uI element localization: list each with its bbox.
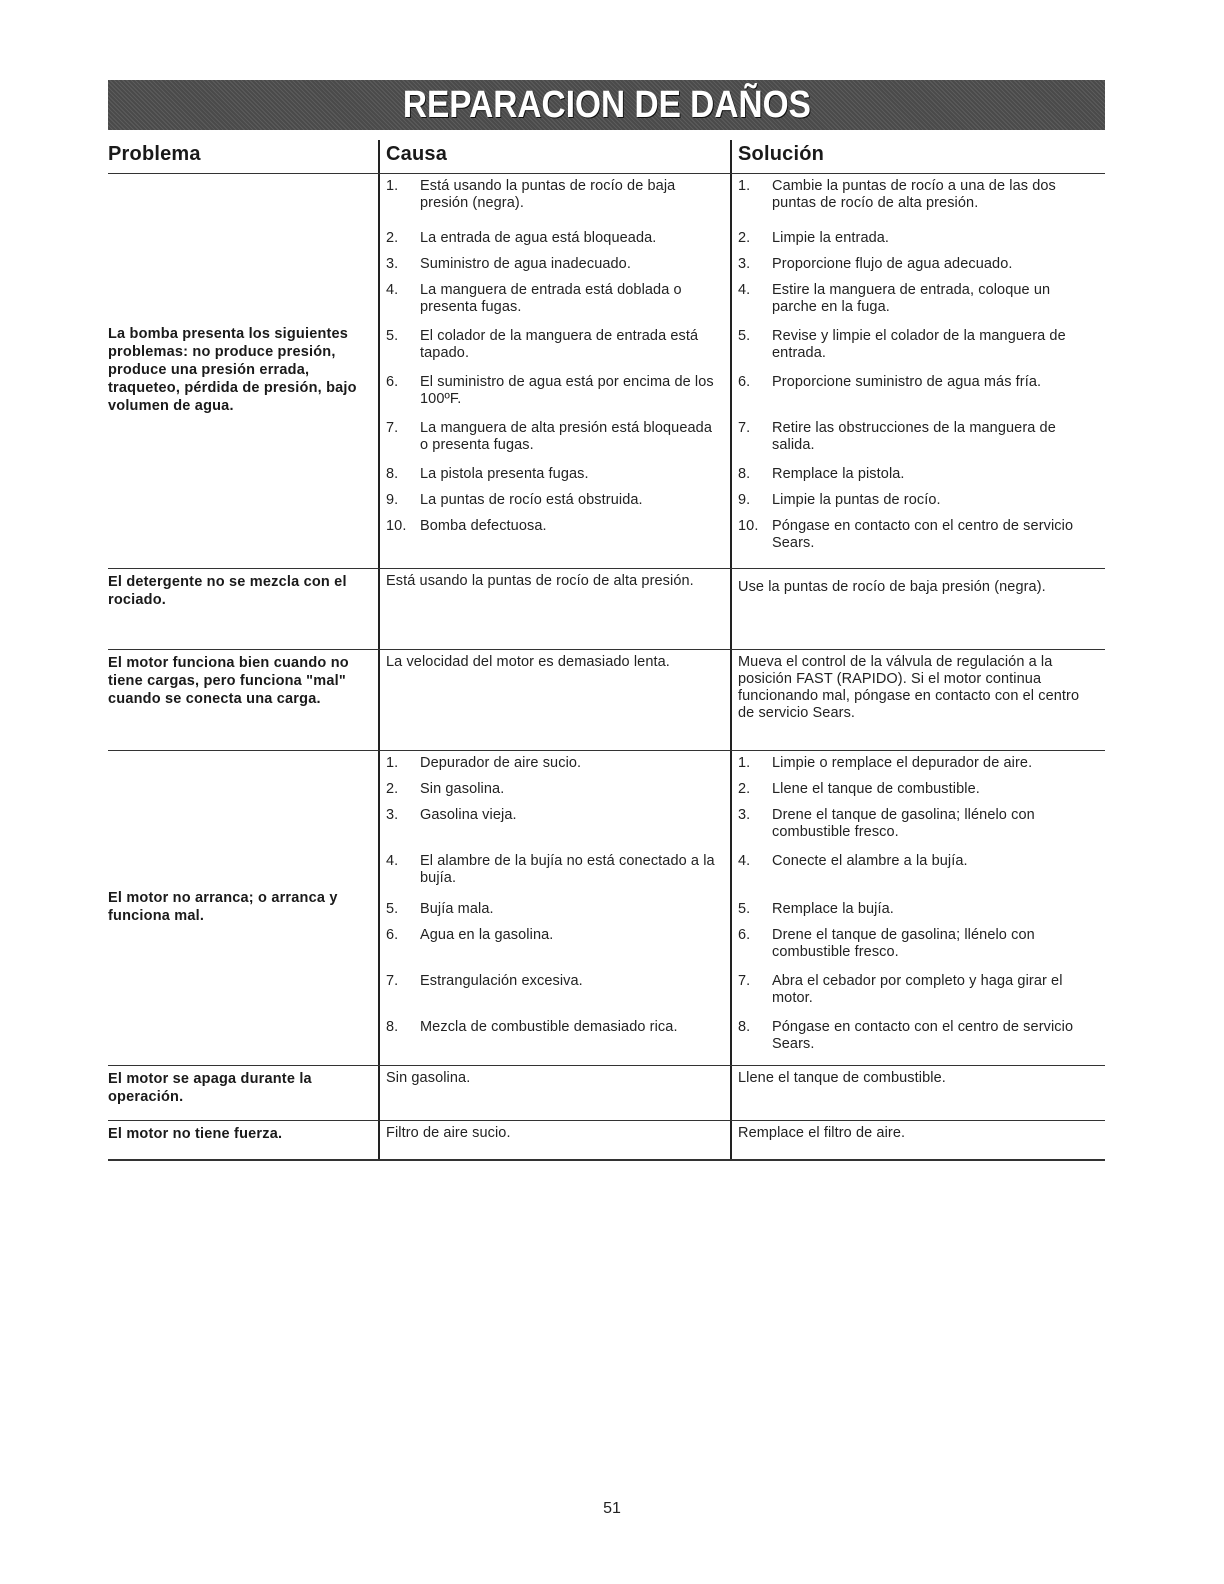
- problem-text: El motor funciona bien cuando no tiene cargas, pero funciona "mal" cuando se conecta una carga.: [108, 655, 349, 707]
- table-row: [108, 649, 1105, 750]
- list-item: 9. Limpie la puntas de rocío.: [738, 492, 941, 508]
- header-solution: Solución: [730, 140, 1105, 173]
- list-item: 8. Mezcla de combustible demasiado rica.: [386, 1019, 678, 1035]
- list-item: 8. Remplace la pistola.: [738, 466, 905, 482]
- table-row: [108, 750, 1105, 1065]
- cause-cell: La velocidad del motor es demasiado lenta.: [378, 650, 730, 750]
- cause-cell: Sin gasolina.: [378, 1066, 730, 1120]
- problem-cell: [108, 650, 378, 750]
- problem-text: El motor no arranca; o arranca y funciona mal.: [108, 890, 338, 924]
- troubleshooting-table: [108, 140, 1105, 1161]
- list-item: 2. La entrada de agua está bloqueada.: [386, 230, 657, 246]
- list-item: 6. Drene el tanque de gasolina; llénelo con combustible fresco.: [738, 927, 1035, 960]
- page-title: REPARACION DE DAÑOS: [402, 84, 811, 126]
- table-row: [108, 1120, 1105, 1159]
- list-item: 5. El colador de la manguera de entrada está tapado.: [386, 328, 699, 361]
- list-item: 7. Abra el cebador por completo y haga girar el motor.: [738, 973, 1063, 1006]
- list-item: 7. Retire las obstrucciones de la manguera de salida.: [738, 420, 1056, 453]
- list-item: 9. La puntas de rocío está obstruida.: [386, 492, 643, 508]
- list-item: 2. Limpie la entrada.: [738, 230, 890, 246]
- list-item: 1. Cambie la puntas de rocío a una de las dos puntas de rocío de alta presión.: [738, 178, 1056, 211]
- header-problem: Problema: [108, 143, 201, 165]
- problem-cell: [108, 174, 378, 568]
- list-item: 10. Bomba defectuosa.: [386, 518, 547, 534]
- list-item: 4. La manguera de entrada está doblada o presenta fugas.: [386, 282, 682, 315]
- solution-cell: [730, 174, 1105, 568]
- list-item: 8. La pistola presenta fugas.: [386, 466, 589, 482]
- solution-cell: Mueva el control de la válvula de regulación a la posición FAST (RAPIDO). Si el motor continua funcionando mal, póngase en contacto con el centro de servicio Sears.: [730, 650, 1105, 750]
- list-item: 1. Depurador de aire sucio.: [386, 755, 582, 771]
- page-number: 51: [603, 1500, 621, 1517]
- cause-cell: [378, 174, 730, 568]
- list-item: 7. Estrangulación excesiva.: [386, 973, 583, 989]
- list-item: 5. Revise y limpie el colador de la manguera de entrada.: [738, 328, 1066, 361]
- table-row: [108, 1065, 1105, 1120]
- table-row: [108, 173, 1105, 568]
- title-banner: [108, 80, 1105, 130]
- solution-cell: Use la puntas de rocío de baja presión (negra).: [730, 569, 1105, 649]
- list-item: 3. Gasolina vieja.: [386, 807, 517, 823]
- problem-text: El detergente no se mezcla con el rociado.: [108, 574, 347, 608]
- list-item: 4. El alambre de la bujía no está conectado a la bujía.: [386, 853, 715, 886]
- list-item: 6. Proporcione suministro de agua más fría.: [738, 374, 1042, 390]
- solution-cell: [730, 751, 1105, 1065]
- list-item: 5. Bujía mala.: [386, 901, 494, 917]
- problem-cell: [108, 1121, 378, 1159]
- table-header: [108, 140, 1105, 173]
- list-item: 3. Proporcione flujo de agua adecuado.: [738, 256, 1013, 272]
- problem-text: El motor se apaga durante la operación.: [108, 1071, 312, 1105]
- problem-cell: [108, 751, 378, 1065]
- list-item: 8. Póngase en contacto con el centro de servicio Sears.: [738, 1019, 1074, 1052]
- list-item: 5. Remplace la bujía.: [738, 901, 894, 917]
- list-item: 2. Llene el tanque de combustible.: [738, 781, 980, 797]
- list-item: 3. Suministro de agua inadecuado.: [386, 256, 631, 272]
- list-item: 1. Está usando la puntas de rocío de baja presión (negra).: [386, 178, 676, 211]
- list-item: 3. Drene el tanque de gasolina; llénelo con combustible fresco.: [738, 807, 1035, 840]
- list-item: 7. La manguera de alta presión está bloqueada o presenta fugas.: [386, 420, 712, 453]
- list-item: 4. Conecte el alambre a la bujía.: [738, 853, 968, 869]
- cause-cell: Está usando la puntas de rocío de alta presión.: [378, 569, 730, 649]
- solution-cell: Llene el tanque de combustible.: [730, 1066, 1105, 1120]
- problem-text: El motor no tiene fuerza.: [108, 1126, 283, 1142]
- table-row: [108, 568, 1105, 649]
- cause-cell: [378, 751, 730, 1065]
- header-cause: Causa: [378, 140, 730, 173]
- list-item: 2. Sin gasolina.: [386, 781, 505, 797]
- list-item: 4. Estire la manguera de entrada, coloque un parche en la fuga.: [738, 282, 1051, 315]
- cause-cell: Filtro de aire sucio.: [378, 1121, 730, 1159]
- problem-cell: [108, 1066, 378, 1120]
- problem-text: La bomba presenta los siguientes problemas: no produce presión, produce una presión errada, traqueteo, pérdida de presión, bajo volumen de agua.: [108, 326, 357, 414]
- solution-cell: Remplace el filtro de aire.: [730, 1121, 1105, 1159]
- list-item: 6. El suministro de agua está por encima de los 100ºF.: [386, 374, 714, 407]
- list-item: 10. Póngase en contacto con el centro de servicio Sears.: [738, 518, 1074, 551]
- list-item: 1. Limpie o remplace el depurador de aire.: [738, 755, 1033, 771]
- problem-cell: [108, 569, 378, 649]
- list-item: 6. Agua en la gasolina.: [386, 927, 554, 943]
